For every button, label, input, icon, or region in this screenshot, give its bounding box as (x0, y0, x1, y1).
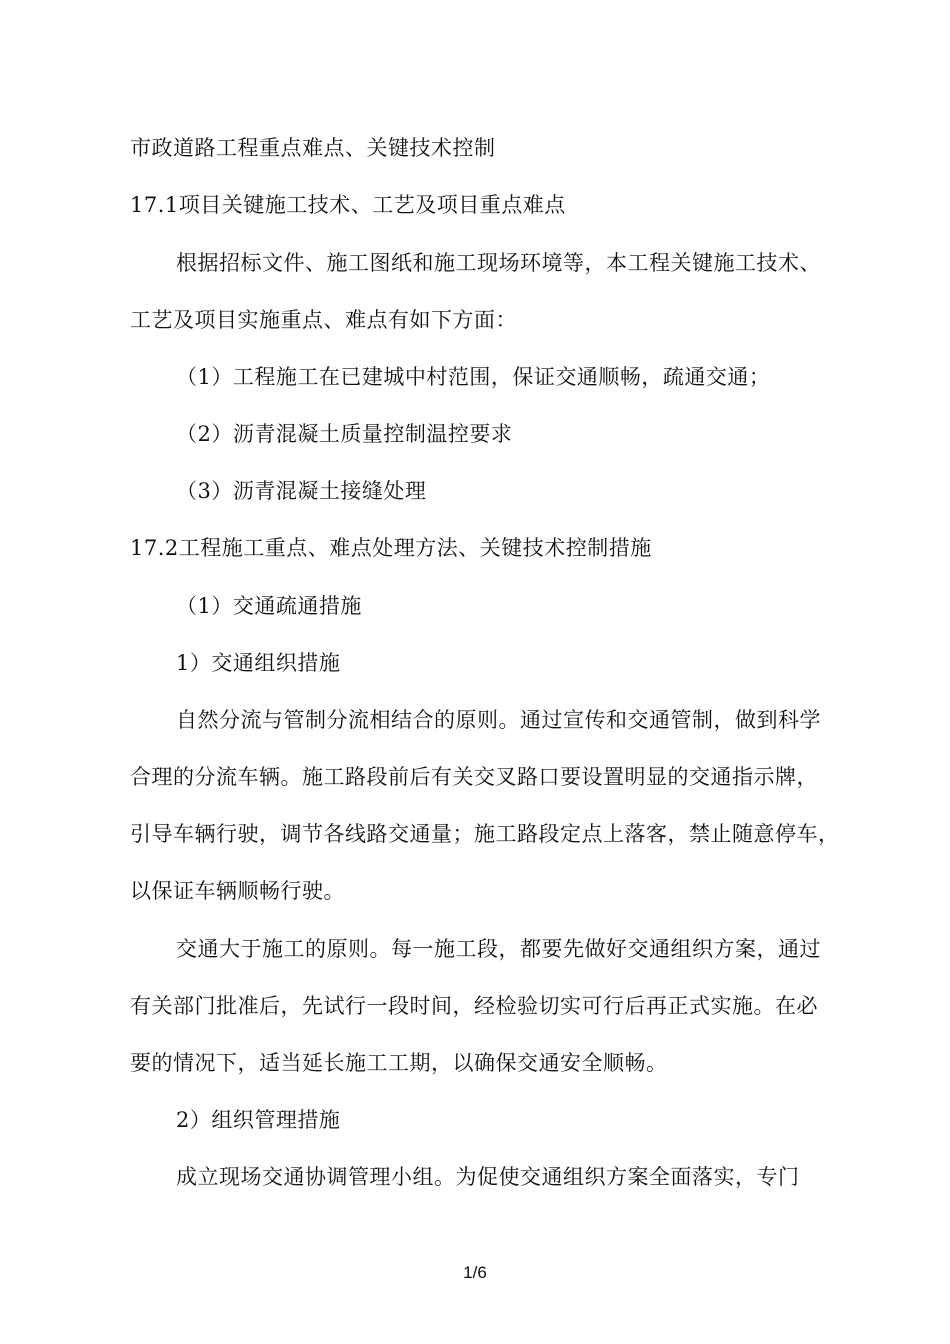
paragraph-line: 要的情况下，适当延长施工工期，以确保交通安全顺畅。 (130, 1051, 668, 1075)
list-item: （1）工程施工在已建城中村范围，保证交通顺畅，疏通交通； (176, 365, 771, 389)
paragraph-line: 合理的分流车辆。施工路段前后有关交叉路口要设置明显的交通指示牌， (130, 765, 818, 789)
paragraph-line: 交通大于施工的原则。每一施工段，都要先做好交通组织方案，通过 (176, 937, 821, 961)
list-item: （3）沥青混凝土接缝处理 (176, 479, 427, 503)
paragraph-line: 自然分流与管制分流相结合的原则。通过宣传和交通管制，做到科学 (176, 708, 821, 732)
section-heading-17-1: 17.1项目关键施工技术、工艺及项目重点难点 (130, 193, 566, 217)
paragraph-line: 成立现场交通协调管理小组。为促使交通组织方案全面落实，专门 (176, 1165, 800, 1189)
subsection-heading: 1）交通组织措施 (176, 651, 341, 675)
list-item: （2）沥青混凝土质量控制温控要求 (176, 422, 513, 446)
paragraph-line: 引导车辆行驶，调节各线路交通量；施工路段定点上落客，禁止随意停车， (130, 822, 840, 846)
subsection-heading: （1）交通疏通措施 (176, 594, 362, 618)
section-heading-17-2: 17.2工程施工重点、难点处理方法、关键技术控制措施 (130, 536, 652, 560)
paragraph-line: 以保证车辆顺畅行驶。 (130, 879, 345, 903)
subsection-heading: 2）组织管理措施 (176, 1108, 341, 1132)
paragraph-line: 根据招标文件、施工图纸和施工现场环境等，本工程关键施工技术、 (176, 251, 821, 275)
page-number: 1/6 (463, 1263, 487, 1282)
paragraph-line: 工艺及项目实施重点、难点有如下方面： (130, 308, 517, 332)
document-title: 市政道路工程重点难点、关键技术控制 (130, 136, 496, 160)
paragraph-line: 有关部门批准后，先试行一段时间，经检验切实可行后再正式实施。在必 (130, 994, 818, 1018)
